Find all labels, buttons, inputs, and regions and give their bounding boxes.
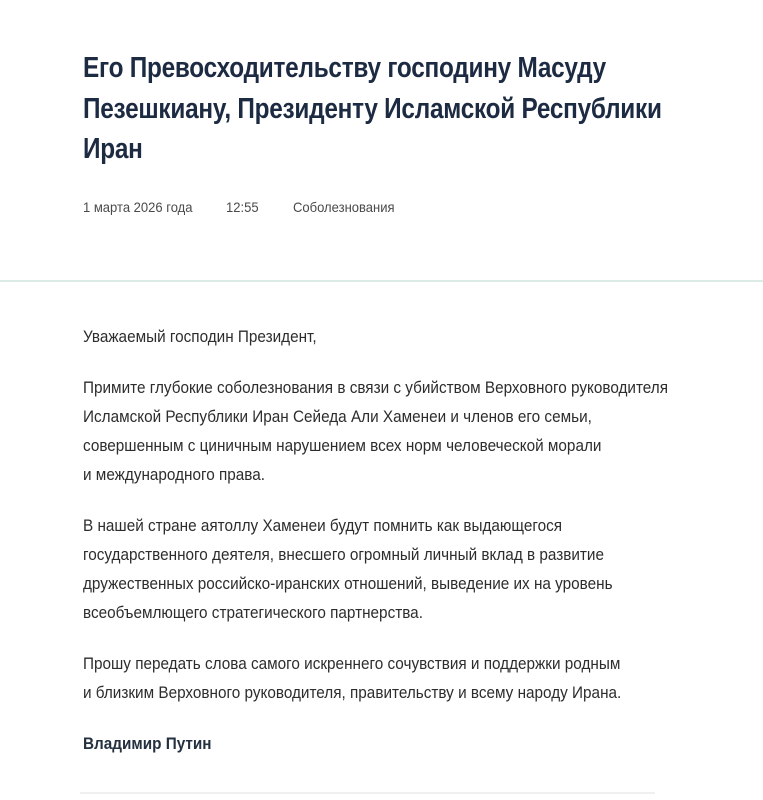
article-meta xyxy=(83,197,703,217)
body-line: Примите глубокие соболезнования в связи с убийством Верховного руководителя xyxy=(83,377,669,397)
category-link[interactable]: Соболезнования xyxy=(292,198,395,215)
article-title xyxy=(83,0,703,170)
article-body xyxy=(83,322,703,758)
body-line: всеобъемлющего стратегического партнерства. xyxy=(83,602,423,622)
publish-date: 1 марта 2026 года xyxy=(83,198,193,215)
signature: Владимир Путин xyxy=(83,733,212,753)
paragraph xyxy=(83,511,703,627)
paragraph xyxy=(83,373,703,489)
body-line: совершенным с циничным нарушением всех норм человеческой морали xyxy=(83,435,602,455)
paragraph-salutation xyxy=(83,322,703,351)
article-title-line: Иран xyxy=(83,133,143,165)
body-line: и международного права. xyxy=(83,464,266,484)
section-divider xyxy=(0,280,763,282)
body-line: В нашей стране аятоллу Хаменеи будут помнить как выдающегося xyxy=(83,515,563,535)
paragraph xyxy=(83,649,703,707)
body-line: государственного деятеля, внесшего огромный личный вклад в развитие xyxy=(83,544,604,564)
body-line: Прошу передать слова самого искреннего сочувствия и поддержки родным xyxy=(83,653,621,673)
article-title-line: Пезешкиану, Президенту Исламской Республики xyxy=(83,92,662,125)
body-line: Исламской Республики Иран Сейеда Али Хаменеи и членов его семьи, xyxy=(83,406,592,426)
body-line: Уважаемый господин Президент, xyxy=(83,326,317,346)
body-line: и близким Верховного руководителя, правительству и всему народу Ирана. xyxy=(83,682,622,702)
publish-time: 12:55 xyxy=(225,198,259,215)
article-title-line: Его Превосходительству господину Масуду xyxy=(83,52,606,84)
body-line: дружественных российско-иранских отношений, выведение их на уровень xyxy=(83,573,613,593)
bottom-divider xyxy=(80,792,655,794)
